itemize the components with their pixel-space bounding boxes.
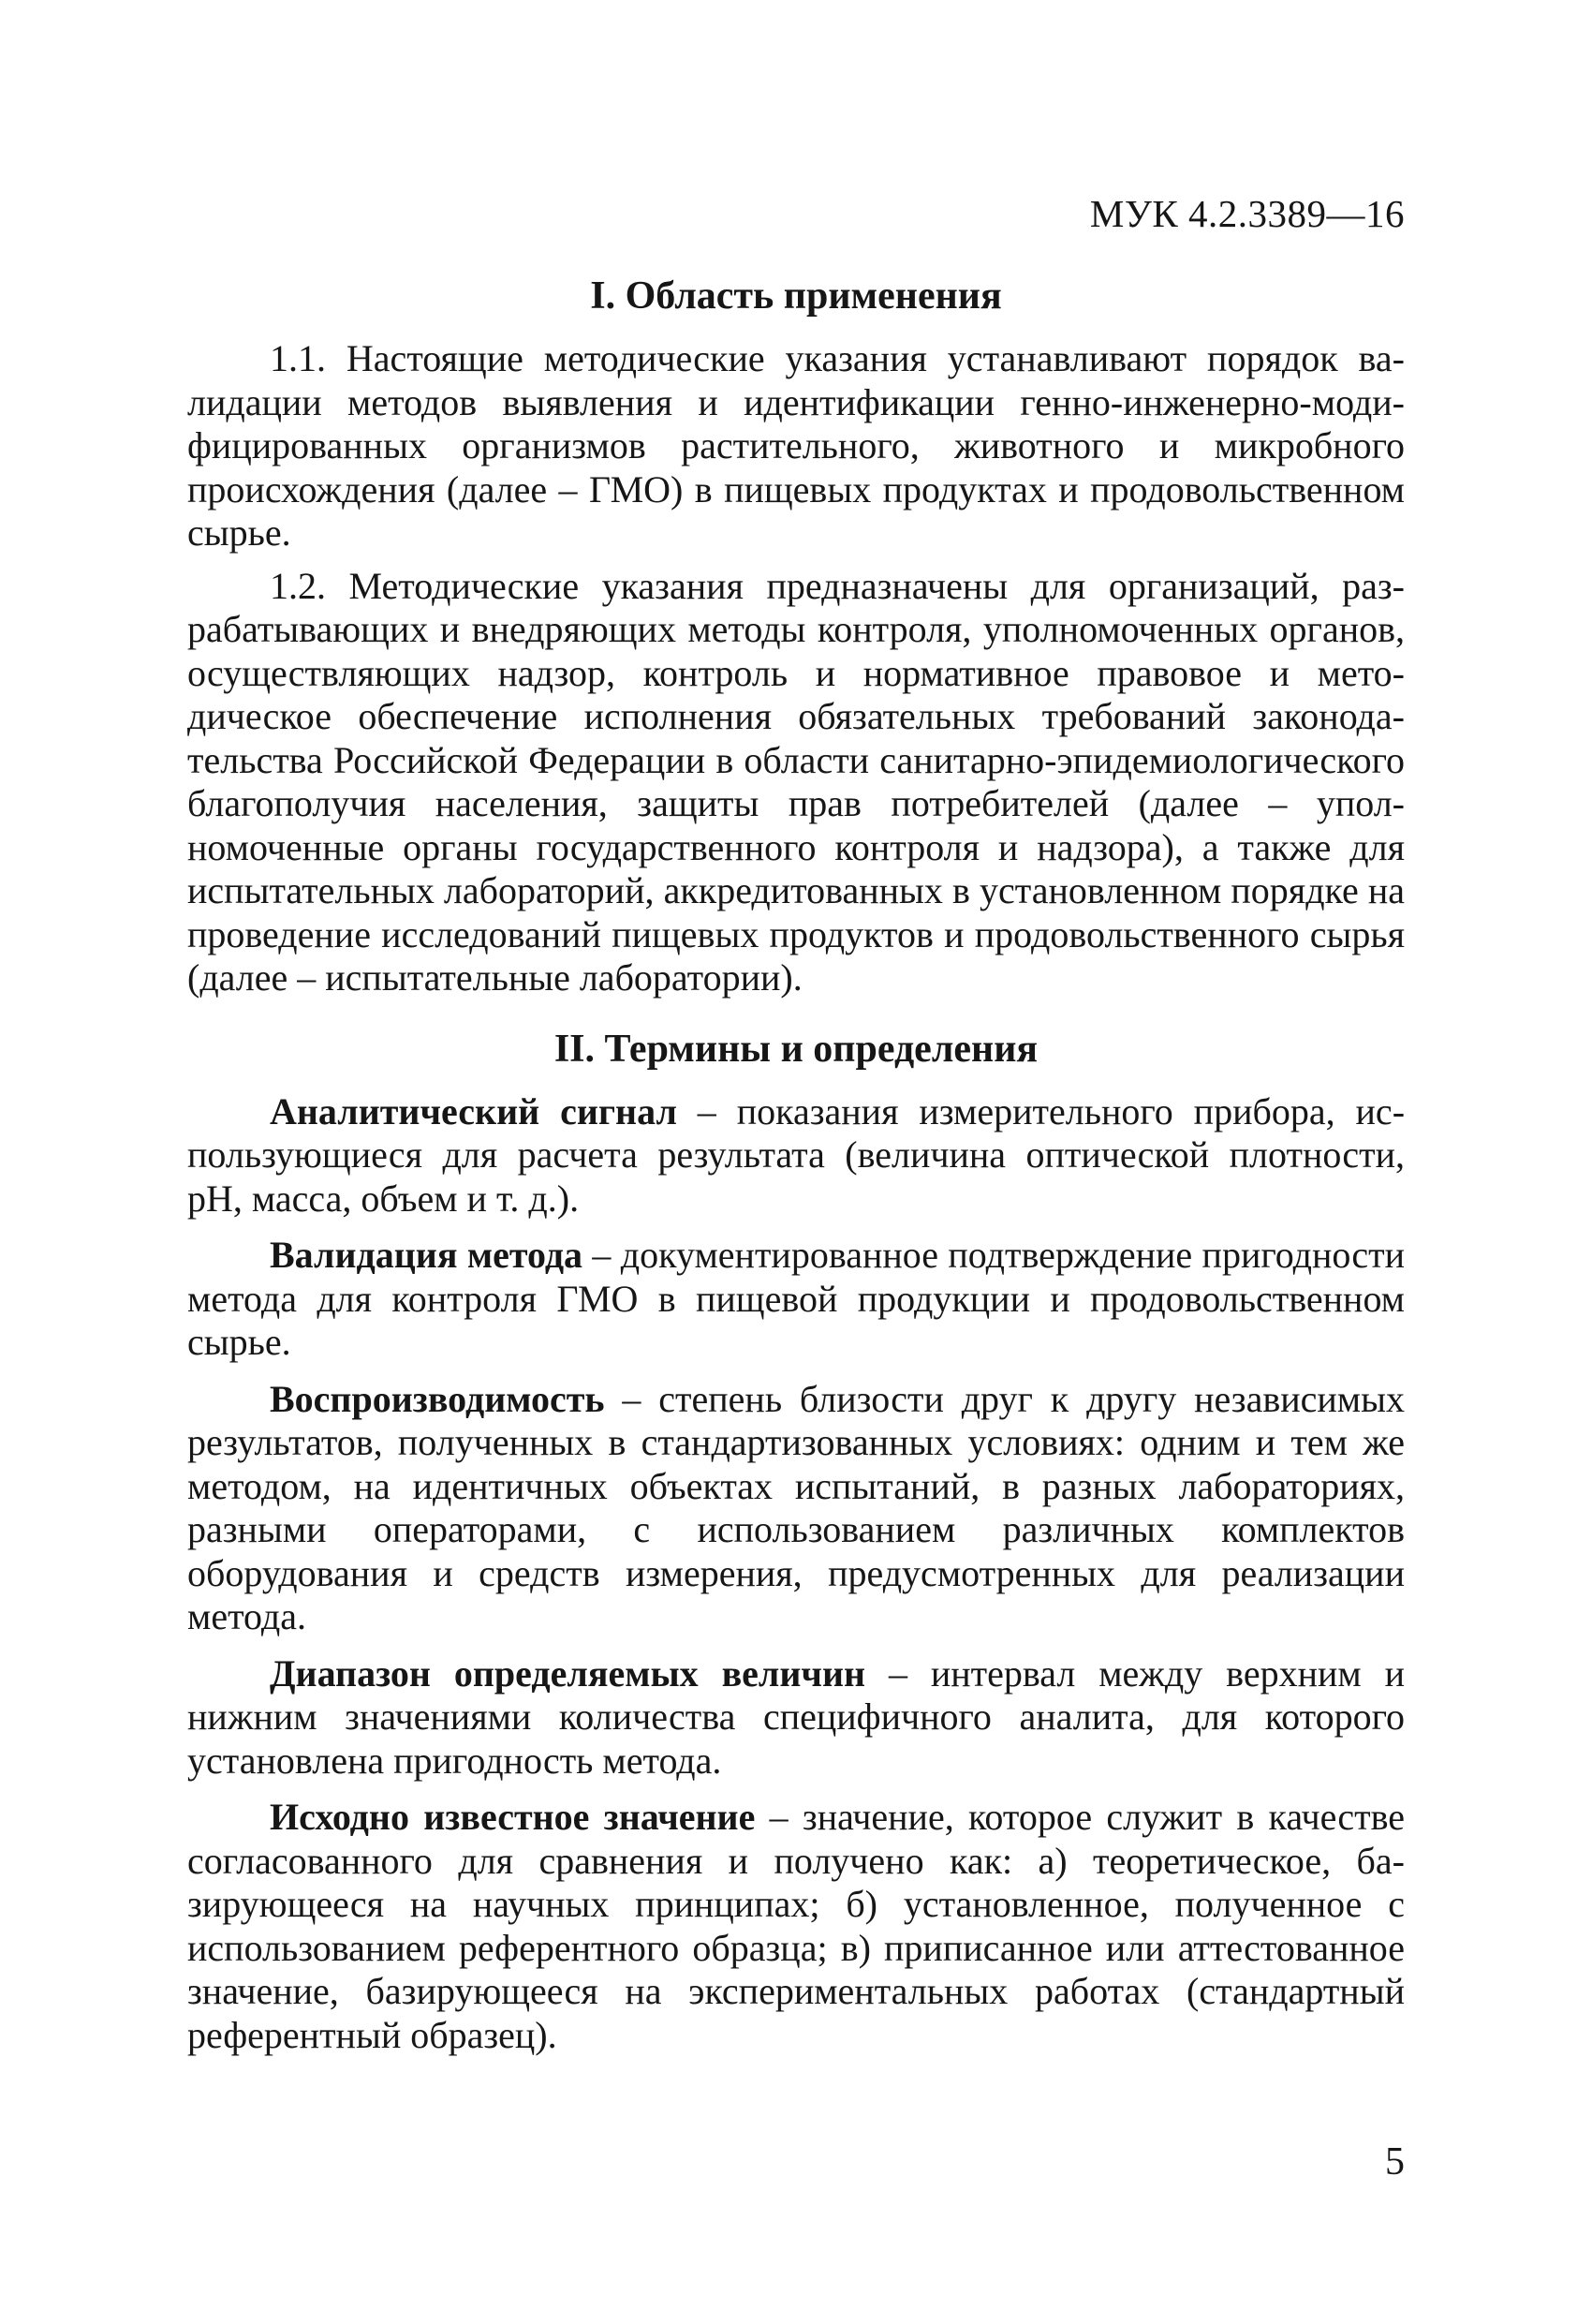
term-definition <box>187 1378 1405 1639</box>
page-number: 5 <box>1385 2140 1405 2183</box>
term-text: – значение, которое служит в качестве согласованного для сравнения и получено как: а) теоретическое, базирующееся на научных принципах; б) установленное, полученное с использованием референтного образца; в) приписанное или аттестованное значение, базирующееся на экспериментальных работах (стандартный референтный образец). <box>187 1796 1405 2056</box>
term-text: – степень близости друг к другу независимых результатов, полученных в стандартизованных условиях: одним и тем же методом, на идентичных объектах испытаний, в разных лабораториях, разными операторами, с использованием различных комплектов оборудования и средств измерения, предусмотренных для реализации метода. <box>187 1377 1405 1637</box>
term-text: – интервал между верхним и нижним значениями количества специфичного аналита, для которого установлена пригодность метода. <box>187 1651 1405 1782</box>
term-name: Воспроизводимость <box>270 1377 605 1420</box>
term-name: Аналитический сигнал <box>270 1089 677 1132</box>
paragraph-1-2: 1.2. Методические указания предназначены для организаций, разрабатывающих и внедряющих методы контроля, уполномоченных органов, осуществляющих надзор, контроль и нормативное правовое и методическое обеспечение исполнения обязательных требований законодательства Российской Федерации в области санитарно-эпидемиологического благополучия населения, защиты прав потребителей (далее – уполномоченные органы государственного контроля и надзора), а также для испытательных лабораторий, аккредитованных в установленном порядке на проведение исследований пищевых продуктов и продовольственного сырья (далее – испытательные лаборатории). <box>187 564 1405 999</box>
section-title-terms: II. Термины и определения <box>553 1027 1039 1071</box>
term-name: Валидация метода <box>270 1234 583 1276</box>
term-definition <box>187 1090 1405 1221</box>
term-text: – показания измерительного прибора, использующиеся для расчета результата (величина оптической плотности, pH, масса, объем и т. д.). <box>187 1089 1406 1220</box>
term-name: Диапазон определяемых величин <box>270 1651 866 1695</box>
term-definition <box>187 1652 1405 1784</box>
section-title-scope: I. Область применения <box>590 274 1002 318</box>
term-definition <box>187 1234 1405 1365</box>
document-body <box>187 272 1405 2070</box>
document-code: МУК 4.2.3389—16 <box>1089 192 1405 235</box>
term-name: Исходно известное значение <box>270 1796 756 1838</box>
term-definition <box>187 1796 1405 2057</box>
paragraph-1-1: 1.1. Настоящие методические указания устанавливают порядок валидации методов выявления и идентификации генно-инженерно-модифицированных организмов растительного, животного и микробного происхождения (далее – ГМО) в пищевых продуктах и продовольственном сырье. <box>187 337 1405 554</box>
term-text: – документированное подтверждение пригодности метода для контроля ГМО в пищевой продукции и продовольственном сырье. <box>187 1234 1405 1363</box>
